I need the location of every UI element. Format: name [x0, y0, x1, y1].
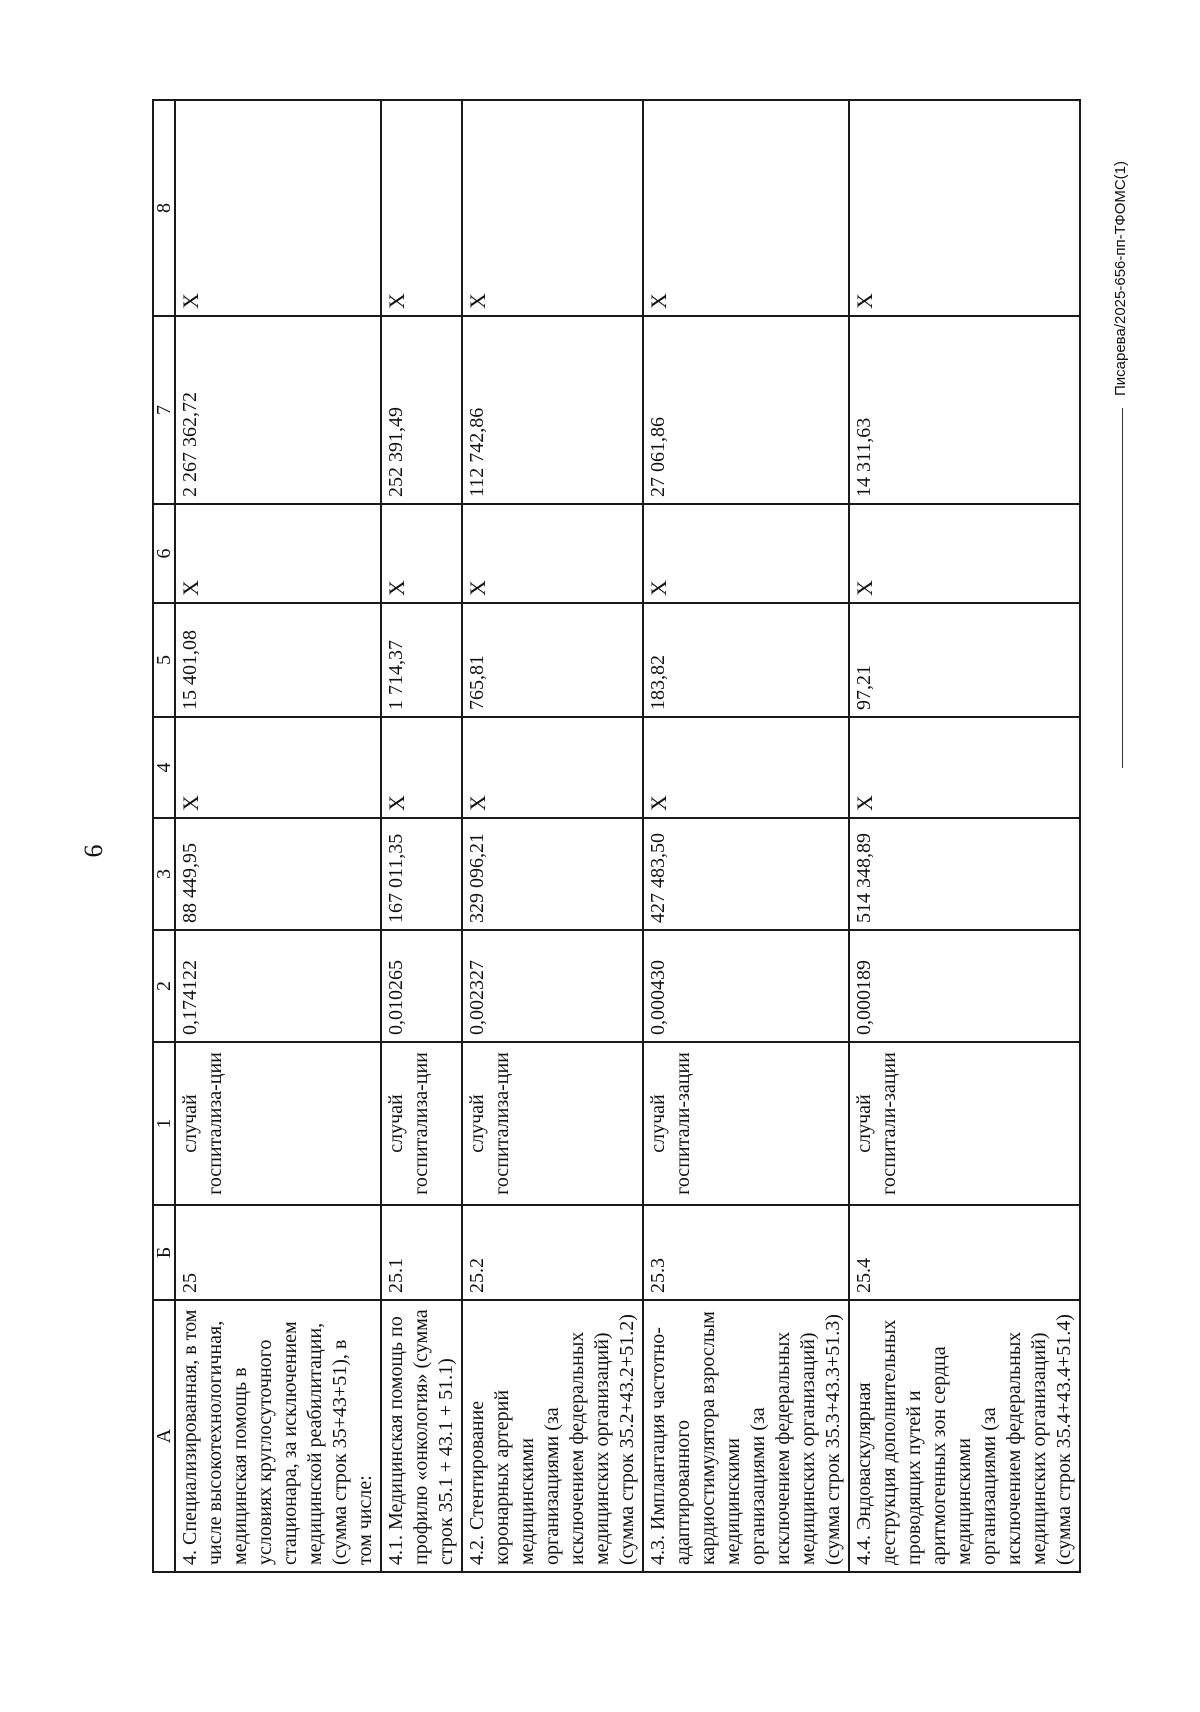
- header-cell: 3: [153, 818, 175, 930]
- cell-col3: 427 483,50: [643, 818, 849, 930]
- row-unit: случай госпитализа-ции: [175, 1042, 381, 1205]
- cell-col5: 1 714,37: [381, 603, 462, 717]
- row-code: 25: [175, 1205, 381, 1300]
- table-row: [462, 100, 643, 1572]
- cell-col5: 183,82: [643, 603, 849, 717]
- header-cell: Б: [153, 1205, 175, 1300]
- cell-col2: 0,010265: [381, 930, 462, 1042]
- cell-col3: 329 096,21: [462, 818, 643, 930]
- cell-col3: 167 011,35: [381, 818, 462, 930]
- cell-col4: X: [381, 717, 462, 818]
- row-unit: случай госпитализа-ции: [462, 1042, 643, 1205]
- cell-col8: X: [381, 100, 462, 316]
- footer: [1106, 108, 1136, 768]
- cell-col8: X: [849, 100, 1080, 316]
- cell-col2: 0,002327: [462, 930, 643, 1042]
- row-description: 4. Специализированная, в том числе высокотехнологичная, медицинская помощь в условиях круглосуточного стационара, за исключением медицинской реабилитации, (сумма строк 35+43+51), в том числе:: [175, 1300, 381, 1572]
- cell-col6: X: [643, 504, 849, 603]
- header-cell: 1: [153, 1042, 175, 1205]
- row-code: 25.2: [462, 1205, 643, 1300]
- row-unit: случай госпитализа-ции: [381, 1042, 462, 1205]
- row-description: 4.1. Медицинская помощь по профилю «онкология» (сумма строк 35.1 + 43.1 + 51.1): [381, 1300, 462, 1572]
- document-code: Писарева/2025-656-пп-ТФОМС(1): [1112, 160, 1129, 396]
- cell-col5: 15 401,08: [175, 603, 381, 717]
- cell-col7: 14 311,63: [849, 316, 1080, 504]
- data-table: [152, 99, 1081, 1573]
- cell-col2: 0,000189: [849, 930, 1080, 1042]
- cell-col5: 765,81: [462, 603, 643, 717]
- row-code: 25.4: [849, 1205, 1080, 1300]
- row-code: 25.3: [643, 1205, 849, 1300]
- row-code: 25.1: [381, 1205, 462, 1300]
- cell-col7: 27 061,86: [643, 316, 849, 504]
- row-description: 4.2. Стентирование коронарных артерий медицинскими организациями (за исключением федеральных медицинских организаций) (сумма строк 35.2+43.2+51.2): [462, 1300, 643, 1572]
- cell-col6: X: [849, 504, 1080, 603]
- table-row: [381, 100, 462, 1572]
- table-row: [175, 100, 381, 1572]
- rotated-table-wrapper: [152, 101, 1075, 1573]
- cell-col2: 0,000430: [643, 930, 849, 1042]
- row-unit: случай госпитали-зации: [849, 1042, 1080, 1205]
- cell-col2: 0,174122: [175, 930, 381, 1042]
- header-cell: 5: [153, 603, 175, 717]
- cell-col3: 514 348,89: [849, 818, 1080, 930]
- cell-col7: 252 391,49: [381, 316, 462, 504]
- header-cell: 2: [153, 930, 175, 1042]
- cell-col8: X: [643, 100, 849, 316]
- cell-col4: X: [643, 717, 849, 818]
- header-row: [153, 100, 175, 1572]
- row-description: 4.4. Эндоваскулярная деструкция дополнительных проводящих путей и аритмогенных зон сердца медицинскими организациями (за исключением федеральных медицинских организаций) (сумма строк 35.4+43.4+51.4): [849, 1300, 1080, 1572]
- cell-col5: 97,21: [849, 603, 1080, 717]
- cell-col6: X: [175, 504, 381, 603]
- cell-col8: X: [462, 100, 643, 316]
- cell-col6: X: [462, 504, 643, 603]
- page-number: 6: [79, 844, 108, 858]
- header-cell: 8: [153, 100, 175, 316]
- header-cell: 7: [153, 316, 175, 504]
- cell-col6: X: [381, 504, 462, 603]
- header-cell: 4: [153, 717, 175, 818]
- header-cell: А: [153, 1300, 175, 1572]
- cell-col4: X: [462, 717, 643, 818]
- header-cell: 6: [153, 504, 175, 603]
- cell-col7: 2 267 362,72: [175, 316, 381, 504]
- row-description: 4.3. Имплантация частотно-адаптированного кардиостимулятора взрослым медицинскими организациями (за исключением федеральных медицинских организаций) (сумма строк 35.3+43.3+51.3): [643, 1300, 849, 1572]
- cell-col3: 88 449,95: [175, 818, 381, 930]
- table-row: [849, 100, 1080, 1572]
- cell-col4: X: [849, 717, 1080, 818]
- cell-col7: 112 742,86: [462, 316, 643, 504]
- row-unit: случай госпитали-зации: [643, 1042, 849, 1205]
- cell-col4: X: [175, 717, 381, 818]
- cell-col8: X: [175, 100, 381, 316]
- footer-rule: [1122, 408, 1123, 768]
- table-row: [643, 100, 849, 1572]
